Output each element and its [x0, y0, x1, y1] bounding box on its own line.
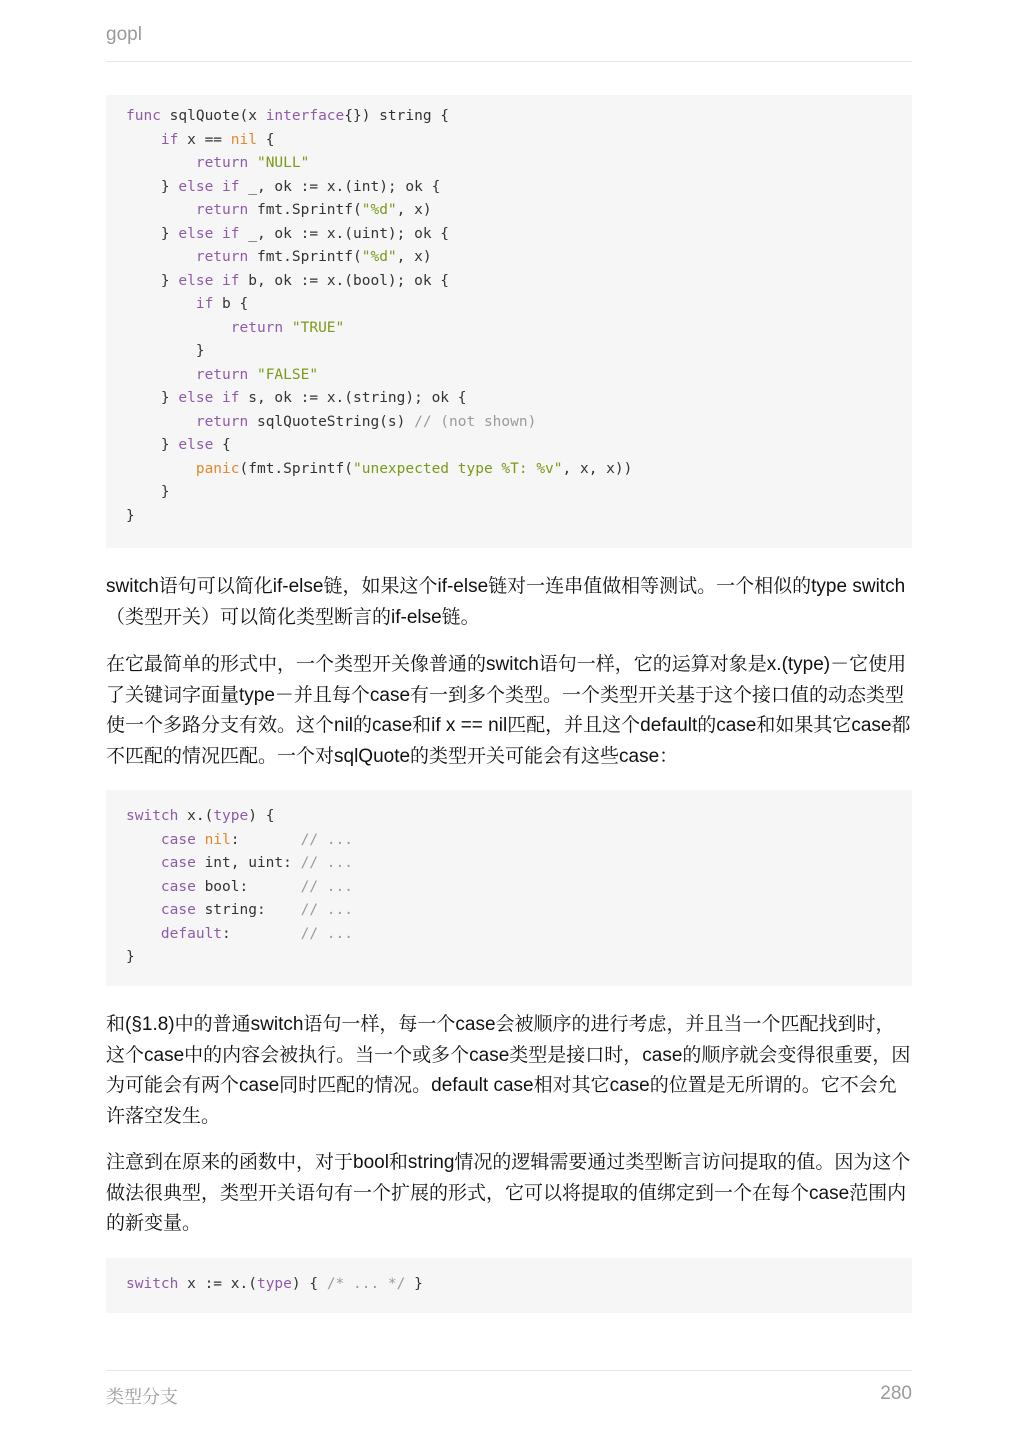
- code-token: fmt.Sprintf(: [248, 202, 362, 218]
- code-token: // ...: [300, 925, 353, 942]
- code-token: ) {: [248, 808, 275, 824]
- code-token: // ...: [300, 902, 353, 918]
- code-token: "unexpected type %T: %v": [353, 460, 563, 477]
- code-token: [126, 367, 196, 383]
- code-token: x := x.(: [178, 1276, 257, 1292]
- paragraph-switch-intro: [106, 572, 912, 633]
- code-token: :: [222, 925, 301, 942]
- code-line: [126, 270, 892, 294]
- code-token: else: [178, 225, 214, 242]
- page-footer: [106, 1370, 912, 1421]
- code-token: }: [126, 507, 135, 524]
- code-token: , x): [396, 249, 432, 265]
- code-token: x.(: [178, 808, 214, 824]
- code-token: "%d": [361, 202, 397, 218]
- page-header: [106, 24, 912, 62]
- code-token: [248, 367, 257, 383]
- code-line: [126, 481, 892, 505]
- code-token: b, ok := x.(bool); ok {: [239, 272, 450, 289]
- code-token: "NULL": [256, 155, 310, 171]
- code-line: [126, 946, 892, 970]
- code-line: [126, 805, 892, 829]
- paragraph-case-order: [106, 1010, 912, 1132]
- code-line: [126, 1273, 892, 1297]
- code-token: }: [126, 178, 179, 195]
- code-token: type: [256, 1276, 292, 1292]
- section-title: 类型分支: [106, 1387, 178, 1407]
- code-token: {}) string {: [344, 108, 450, 124]
- code-token: case: [160, 878, 196, 895]
- code-line: [126, 505, 892, 529]
- code-token: [126, 132, 161, 148]
- code-token: _, ok := x.(uint); ok {: [239, 225, 450, 242]
- code-token: [126, 296, 196, 312]
- code-token: default: [160, 925, 223, 942]
- code-token: else: [178, 437, 214, 453]
- code-token: string:: [195, 902, 301, 918]
- code-token: sqlQuote(x: [160, 108, 266, 124]
- code-token: // ...: [300, 878, 353, 895]
- code-token: [126, 926, 161, 942]
- code-block-type-switch: [106, 790, 912, 986]
- code-token: "TRUE": [291, 319, 345, 336]
- code-token: if: [160, 131, 179, 148]
- code-token: return: [195, 249, 249, 265]
- code-token: case: [160, 902, 196, 918]
- code-token: (fmt.Sprintf(: [239, 460, 353, 477]
- code-token: nil: [204, 831, 231, 848]
- code-token: return: [195, 202, 249, 218]
- code-token: type: [213, 808, 249, 824]
- code-token: }: [126, 272, 179, 289]
- code-token: _, ok := x.(int); ok {: [239, 178, 441, 195]
- code-token: }: [126, 437, 179, 453]
- page-number: 280: [880, 1383, 912, 1404]
- code-lines: [126, 1273, 892, 1297]
- code-token: {: [256, 131, 275, 148]
- code-token: if: [222, 225, 240, 242]
- code-token: interface: [265, 108, 345, 124]
- code-token: return: [195, 366, 249, 383]
- code-token: [126, 320, 231, 336]
- code-token: // ...: [300, 831, 354, 848]
- code-token: [126, 249, 196, 265]
- paragraph-text: 注意到在原来的函数中，对于bool和string情况的逻辑需要通过类型断言访问提取的值。因为这个做法很典型，类型开关语句有一个扩展的形式，它可以将提取的值绑定到一个在每个case范围内的新变量。: [106, 1152, 911, 1234]
- code-token: switch: [126, 808, 179, 824]
- code-token: else: [178, 178, 214, 195]
- paragraph-text: 和(§1.8)中的普通switch语句一样，每一个case会被顺序的进行考虑，并且当一个匹配找到时，这个case中的内容会被执行。当一个或多个case类型是接口时，case的顺序就会变得很重要，因为可能会有两个case同时匹配的情况。default case相对其它case的位置是无所谓的。它不会允许落空发生。: [106, 1014, 911, 1127]
- book-title: gopl: [106, 24, 142, 45]
- code-token: [213, 226, 222, 242]
- code-token: [213, 273, 222, 289]
- code-token: b {: [213, 296, 249, 312]
- code-token: if: [222, 272, 240, 289]
- code-token: [248, 155, 257, 171]
- paragraph-text: switch语句可以简化if-else链，如果这个if-else链对一连串值做相等测试。一个相似的type switch（类型开关）可以简化类型断言的if-else链。: [106, 576, 906, 628]
- code-token: }: [126, 390, 179, 406]
- code-token: , x): [396, 202, 432, 218]
- code-token: if: [222, 178, 240, 195]
- code-line: [126, 129, 892, 153]
- code-token: [126, 879, 161, 895]
- code-token: if: [195, 296, 214, 312]
- code-token: [126, 902, 161, 918]
- code-token: :: [230, 831, 301, 848]
- code-token: [126, 461, 196, 477]
- paragraph-text: 在它最简单的形式中，一个类型开关像普通的switch语句一样，它的运算对象是x.(type)－它使用了关键词字面量type－并且每个case有一到多个类型。一个类型开关基于这个接口值的动态类型使一个多路分支有效。这个nil的case和if x == nil匹配，并且这个default的case和如果其它case都不匹配的情况匹配。一个对sqlQuote的类型开关可能会有这些case：: [106, 654, 911, 767]
- code-token: int, uint:: [195, 855, 301, 871]
- code-token: return: [230, 319, 284, 336]
- code-token: // (not shown): [414, 413, 537, 430]
- paragraph-extended-form: [106, 1148, 912, 1240]
- code-token: [126, 832, 161, 848]
- code-token: }: [126, 484, 170, 500]
- code-token: ) {: [291, 1276, 327, 1292]
- code-line: [126, 223, 892, 247]
- code-token: }: [126, 949, 135, 965]
- code-line: [126, 434, 892, 458]
- code-token: [213, 179, 222, 195]
- code-line: [126, 411, 892, 435]
- code-lines: [126, 805, 892, 970]
- code-token: return: [195, 155, 249, 171]
- code-line: [126, 152, 892, 176]
- code-token: [196, 832, 205, 848]
- code-token: func: [126, 108, 161, 124]
- code-line: [126, 923, 892, 947]
- code-lines: [126, 105, 892, 528]
- code-token: "FALSE": [256, 366, 319, 383]
- code-block-switch-binding: [106, 1258, 912, 1313]
- code-token: else: [178, 390, 214, 406]
- code-token: [126, 202, 196, 218]
- code-token: , x, x)): [562, 460, 633, 477]
- code-token: x ==: [178, 131, 231, 148]
- code-line: [126, 852, 892, 876]
- code-line: [126, 876, 892, 900]
- code-token: panic: [195, 460, 240, 477]
- code-line: [126, 199, 892, 223]
- code-token: [213, 390, 222, 406]
- code-token: }: [126, 343, 205, 359]
- code-token: case: [160, 831, 196, 848]
- code-line: [126, 364, 892, 388]
- code-line: [126, 246, 892, 270]
- code-token: bool:: [195, 878, 301, 895]
- code-token: switch: [126, 1276, 179, 1292]
- code-token: else: [178, 272, 214, 289]
- code-line: [126, 105, 892, 129]
- code-line: [126, 387, 892, 411]
- paragraph-type-switch: [106, 650, 912, 772]
- code-token: // ...: [300, 855, 353, 871]
- code-line: [126, 458, 892, 482]
- code-token: case: [160, 855, 196, 871]
- code-token: [126, 155, 196, 171]
- code-line: [126, 176, 892, 200]
- code-token: }: [126, 225, 179, 242]
- code-line: [126, 899, 892, 923]
- code-token: sqlQuoteString(s): [248, 413, 415, 430]
- code-token: fmt.Sprintf(: [248, 249, 362, 265]
- code-line: [126, 317, 892, 341]
- code-line: [126, 340, 892, 364]
- code-token: nil: [230, 131, 257, 148]
- code-token: /* ... */: [326, 1276, 406, 1292]
- code-token: if: [222, 390, 240, 406]
- code-line: [126, 829, 892, 853]
- code-block-sqlquote: [106, 95, 912, 548]
- code-token: [126, 414, 196, 430]
- code-token: [126, 855, 161, 871]
- code-token: s, ok := x.(string); ok {: [239, 390, 467, 406]
- code-token: }: [405, 1276, 423, 1292]
- code-line: [126, 293, 892, 317]
- code-token: [283, 320, 292, 336]
- code-token: {: [213, 437, 231, 453]
- code-token: return: [195, 413, 249, 430]
- code-token: "%d": [361, 249, 397, 265]
